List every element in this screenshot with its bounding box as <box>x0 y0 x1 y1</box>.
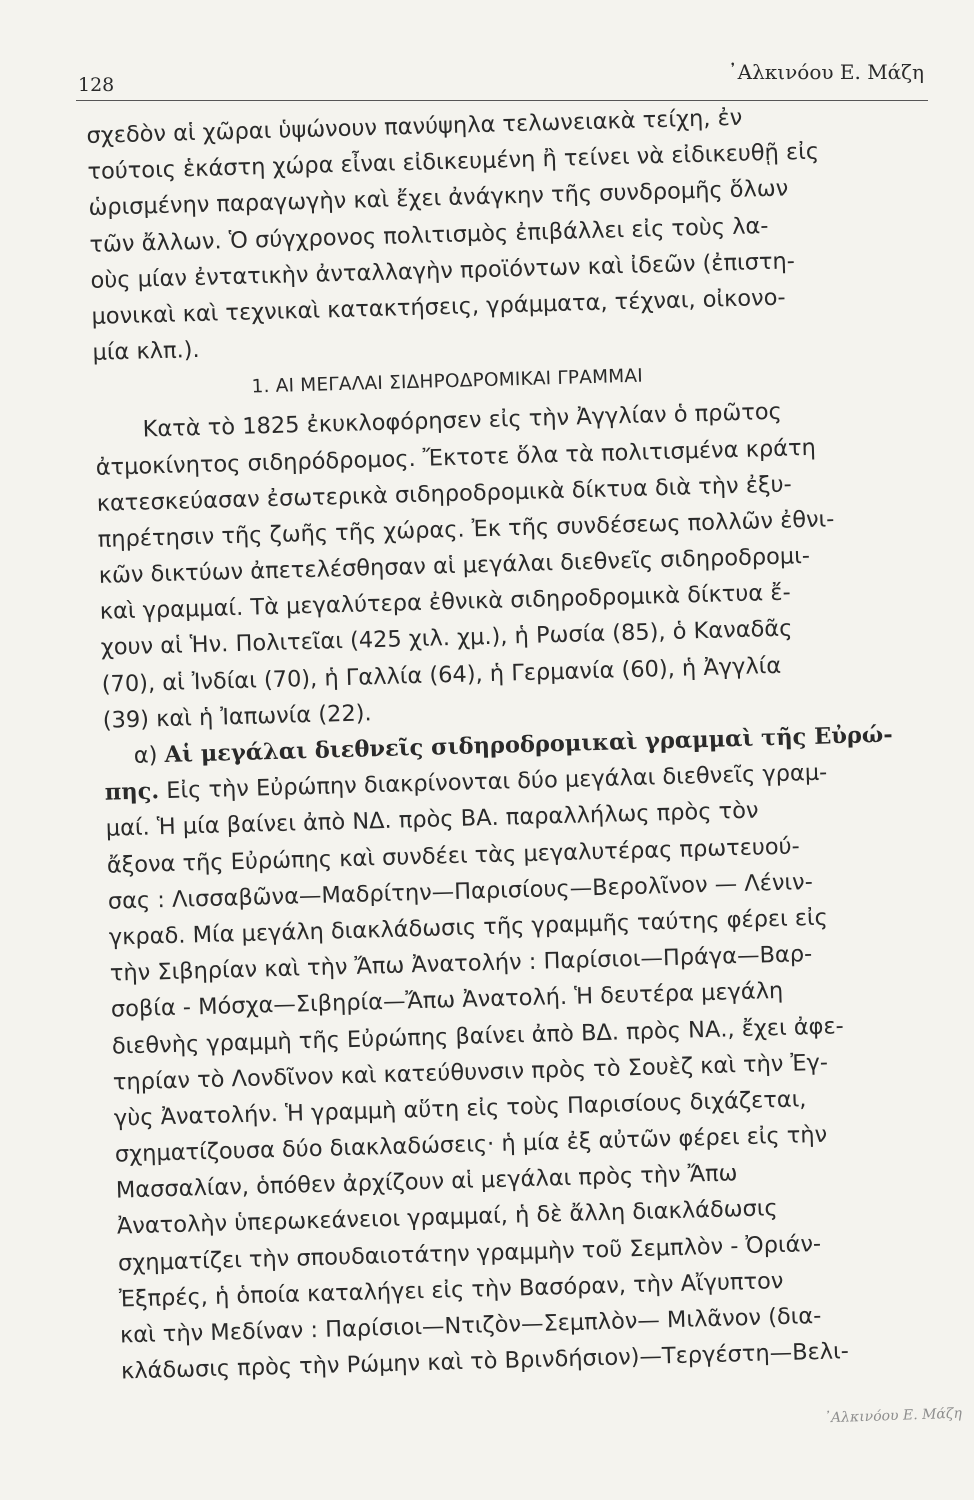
text-line: μία κλπ.). <box>92 337 201 367</box>
text-line: οὺς μίαν ἐντατικὴν ἀνταλλαγὴν προϊόντων καὶ ἰδεῶν (ἐπιστη- <box>90 248 796 294</box>
text-line: μονικαὶ καὶ τεχνικαὶ κατακτήσεις, γράμματα, τέχναι, οἰκονο- <box>91 284 786 330</box>
text-line: τὴν Σιβηρίαν καὶ τὴν Ἄπω Ἀνατολήν : Παρίσιοι—Πράγα—Βαρ- <box>109 941 813 987</box>
subsection-title-end: πης. <box>104 778 160 806</box>
text-line: γὺς Ἀνατολήν. Ἡ γραμμὴ αὕτη εἰς τοὺς Παρισίους διχάζεται, <box>113 1086 807 1132</box>
text-line: τῶν ἄλλων. Ὁ σύγχρονος πολιτισμὸς ἐπιβάλλει εἰς τοὺς λα- <box>89 212 769 258</box>
text-line: κῶν δικτύων ἀπετελέσθησαν αἱ μεγάλαι διεθνεῖς σιδηροδρομι- <box>98 543 811 589</box>
text-line: καὶ γραμμαί. Τὰ μεγαλύτερα ἐθνικὰ σιδηροδρομικὰ δίκτυα ἔ- <box>99 579 791 626</box>
page-body <box>86 94 969 1390</box>
paragraph-intro <box>86 94 941 371</box>
text-line: σχηματίζει τὴν σπουδαιοτάτην γραμμὴν τοῦ Σεμπλὸν - Ὀριάν- <box>117 1230 822 1277</box>
text-line: κατεσκεύασαν ἐσωτερικὰ σιδηροδρομικὰ δίκτυα διὰ τὴν ἐξυ- <box>96 471 792 517</box>
text-line: χουν αἱ Ἡν. Πολιτεῖαι (425 χιλ. χμ.), ἡ Ρωσία (85), ὁ Καναδᾶς <box>100 615 793 662</box>
text-line: (39) καὶ ἡ Ἰαπωνία (22). <box>102 700 372 734</box>
text-line: Ἀνατολὴν ὑπερωκεάνειοι γραμμαί, ἡ δὲ ἄλλη διακλάδωσις <box>116 1195 778 1240</box>
text-line: σχεδὸν αἱ χῶραι ὑψώνουν πανύψηλα τελωνειακὰ τείχη, ἐν <box>86 104 743 149</box>
text-line: σοβία - Μόσχα—Σιβηρία—Ἄπω Ἀνατολή. Ἡ δευτέρα μεγάλη <box>110 978 784 1023</box>
text-line: διεθνὴς γραμμὴ τῆς Εὐρώπης βαίνει ἀπὸ ΒΔ. πρὸς ΝΑ., ἔχει ἀφε- <box>111 1012 845 1060</box>
text-line: γκραδ. Μία μεγάλη διακλάδωσις τῆς γραμμῆς ταύτης φέρει εἰς <box>108 904 829 951</box>
subsection-title: Αἱ μεγάλαι διεθνεῖς σιδηροδρομικαὶ γραμμαὶ τῆς Εὐρώ- <box>164 721 893 769</box>
text-line: ὡρισμένην παραγωγὴν καὶ ἔχει ἀνάγκην τῆς συνδρομῆς ὅλων <box>88 175 789 222</box>
page-header <box>76 58 928 101</box>
text-line: κλάδωσις πρὸς τὴν Ρώμην καὶ τὸ Βρινδήσιον)—Τεργέστη—Βελι- <box>120 1338 850 1385</box>
text-line: Μασσαλίαν, ὁπόθεν ἀρχίζουν αἱ μεγάλαι πρὸς τὴν Ἄπω <box>115 1160 738 1204</box>
subsection-europe <box>103 715 969 1390</box>
subsection-text: Εἰς τὴν Εὐρώπην διακρίνονται δύο μεγάλαι διεθνεῖς γραμ- <box>165 759 828 805</box>
text-line: σας : Λισσαβῶνα—Μαδρίτην—Παρισίους—Βερολῖνον — Λένιν- <box>107 868 814 915</box>
text-line: καὶ τὴν Μεδίναν : Παρίσιοι—Ντιζὸν—Σεμπλὸν— Μιλᾶνον (δια- <box>119 1302 822 1349</box>
text-line: πηρέτησιν τῆς ζωῆς τῆς χώρας. Ἐκ τῆς συνδέσεως πολλῶν ἐθνι- <box>97 506 835 553</box>
text-line: Κατὰ τὸ 1825 ἐκυκλοφόρησεν εἰς τὴν Ἀγγλίαν ὁ πρῶτος <box>142 399 783 443</box>
subsection-marker: α) <box>133 742 158 769</box>
text-line: σχηματίζουσα δύο διακλαδώσεις· ἡ μία ἐξ αὐτῶν φέρει εἰς τὴν <box>114 1121 828 1168</box>
text-line: τούτοις ἑκάστη χώρα εἶναι εἰδικευμένη ἢ τείνει νὰ εἰδικευθῇ εἰς <box>87 138 820 186</box>
running-head: ᾿Αλκινόου Ε. Μάζη <box>727 60 924 84</box>
paragraph-railways <box>94 390 951 739</box>
footer-watermark: ᾿Αλκινόου Ε. Μάζη <box>823 1405 963 1427</box>
text-line: Ἐξπρές, ἡ ὁποία καταλήγει εἰς τὴν Βασόραν, τὴν Αἴγυπτον <box>118 1267 784 1313</box>
text-line: μαί. Ἡ μία βαίνει ἀπὸ ΝΔ. πρὸς ΒΑ. παραλλήλως πρὸς τὸν <box>105 797 759 843</box>
text-line: ἄξονα τῆς Εὐρώπης καὶ συνδέει τὰς μεγαλυτέρας πρωτευού- <box>106 832 801 879</box>
section-heading: 1. ΑΙ ΜΕΓΑΛΑΙ ΣΙΔΗΡΟΔΡΟΜΙΚΑΙ ΓΡΑΜΜΑΙ <box>251 365 644 398</box>
text-line: ἀτμοκίνητος σιδηρόδρομος. Ἔκτοτε ὅλα τὰ πολιτισμένα κράτη <box>95 434 817 481</box>
text-line: τηρίαν τὸ Λονδῖνον καὶ κατεύθυνσιν πρὸς τὸ Σουὲζ καὶ τὴν Ἐγ- <box>112 1049 829 1096</box>
text-line: (70), αἱ Ἰνδίαι (70), ἡ Γαλλία (64), ἡ Γερμανία (60), ἡ Ἀγγλία <box>101 652 782 698</box>
page-number: 128 <box>78 74 115 96</box>
